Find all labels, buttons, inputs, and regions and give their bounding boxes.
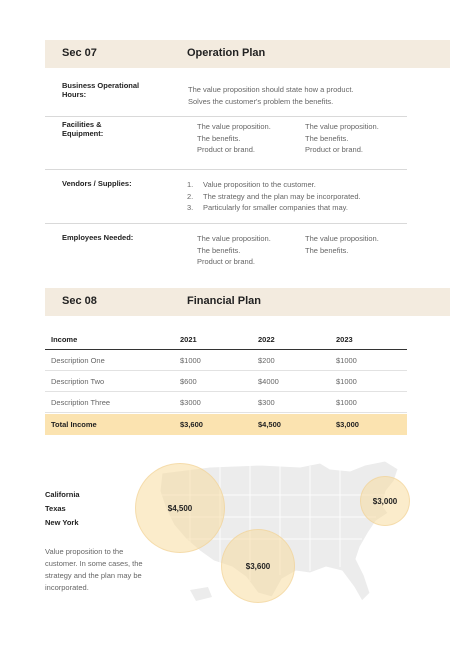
table-cell: $1000 (336, 377, 357, 386)
list-text: The strategy and the plan may be incorporated. (203, 191, 361, 201)
table-cell: $1000 (336, 398, 357, 407)
table-cell: $1000 (336, 356, 357, 365)
list-number: 3. (187, 203, 194, 212)
facilities-item: Product or brand. (197, 145, 255, 154)
bubble-new-york: $3,000 (360, 476, 410, 526)
employees-col2 (305, 233, 379, 256)
state-label: New York (45, 518, 79, 527)
employees-col1 (197, 233, 271, 268)
section-number: Sec 07 (62, 47, 97, 59)
section-number: Sec 08 (62, 295, 97, 307)
employees-item: The benefits. (305, 245, 349, 255)
column-header: Income (51, 335, 78, 344)
facilities-col1 (197, 121, 271, 156)
list-item (187, 179, 361, 191)
facilities-item: Product or brand. (305, 145, 363, 154)
table-cell: Description Three (51, 398, 111, 407)
hours-line: Solves the customer's problem the benefits. (188, 96, 334, 106)
section-title: Financial Plan (187, 295, 261, 307)
section-header-financial-plan (45, 288, 450, 316)
employees-item: Product or brand. (197, 257, 255, 266)
column-header: 2022 (258, 335, 275, 344)
table-cell: $1000 (180, 356, 201, 365)
hours-line: The value proposition should state how a product. (188, 85, 354, 94)
table-cell: $300 (258, 398, 275, 407)
section-title: Operation Plan (187, 47, 266, 59)
total-cell: $3,600 (180, 420, 203, 429)
table-cell: $200 (258, 356, 275, 365)
total-cell: $4,500 (258, 420, 281, 429)
facilities-label: Facilities & Equipment: (62, 120, 104, 138)
list-item (187, 202, 361, 214)
table-row (45, 371, 407, 392)
hours-text (188, 84, 354, 107)
divider (45, 169, 407, 170)
divider (45, 223, 407, 224)
vendors-label: Vendors / Supplies: (62, 179, 132, 188)
employees-item: The value proposition. (197, 234, 271, 243)
table-row (45, 350, 407, 371)
column-header: 2023 (336, 335, 353, 344)
employees-item: The benefits. (197, 245, 241, 255)
table-cell: $4000 (258, 377, 279, 386)
state-label: California (45, 490, 80, 499)
section-header-operation-plan (45, 40, 450, 68)
facilities-item: The benefits. (197, 133, 241, 143)
table-cell: $600 (180, 377, 197, 386)
bubble-texas: $3,600 (221, 529, 295, 603)
total-label: Total Income (51, 420, 97, 429)
list-text: Value proposition to the customer. (203, 180, 316, 189)
list-number: 1. (187, 180, 194, 189)
table-header-row (45, 329, 407, 350)
map-description: Value proposition to the customer. In some cases, the strategy and the plan may be incorporated. (45, 547, 143, 592)
vendors-list (187, 179, 361, 214)
facilities-item: The value proposition. (305, 122, 379, 131)
divider (45, 116, 407, 117)
table-total-row (45, 414, 407, 435)
list-text: Particularly for smaller companies that may. (203, 203, 348, 212)
column-header: 2021 (180, 335, 197, 344)
list-item (187, 191, 361, 203)
states-list (45, 488, 80, 530)
facilities-item: The value proposition. (197, 122, 271, 131)
hours-label: Business Operational Hours: (62, 81, 140, 99)
facilities-item: The benefits. (305, 133, 349, 143)
bubble-california: $4,500 (135, 463, 225, 553)
total-cell: $3,000 (336, 420, 359, 429)
table-cell: $3000 (180, 398, 201, 407)
state-label: Texas (45, 504, 66, 513)
employees-label: Employees Needed: (62, 233, 134, 242)
table-row (45, 392, 407, 413)
table-cell: Description One (51, 356, 105, 365)
facilities-col2 (305, 121, 379, 156)
table-cell: Description Two (51, 377, 105, 386)
list-number: 2. (187, 191, 194, 201)
employees-item: The value proposition. (305, 234, 379, 243)
